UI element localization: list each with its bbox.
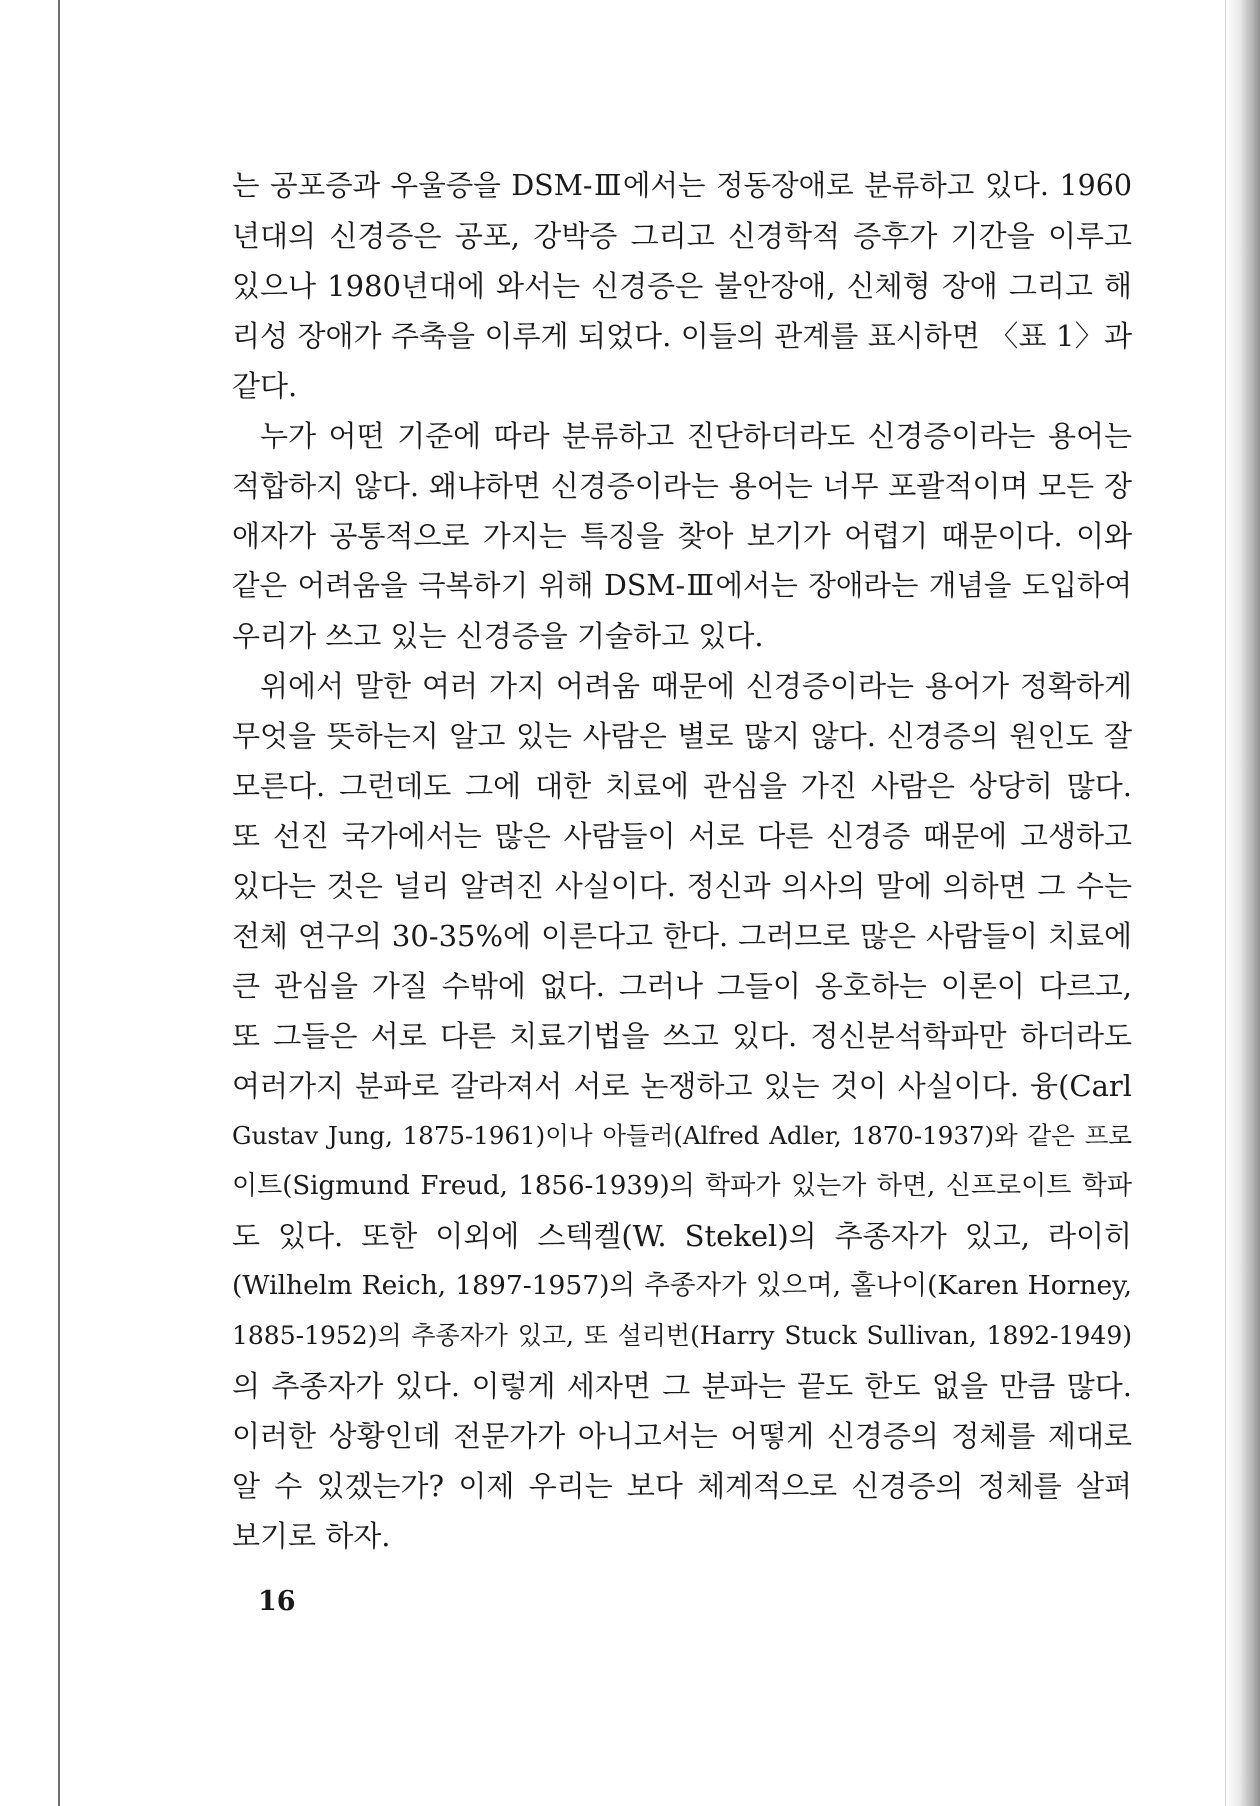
text-line: 있으나 1980년대에 와서는 신경증은 불안장애, 신체형 장애 그리고 해 xyxy=(232,269,1132,303)
text-line: 이러한 상황인데 전문가가 아니고서는 어떻게 신경증의 정체를 제대로 xyxy=(232,1419,1132,1453)
text-line: 큰 관심을 가질 수밖에 없다. 그러나 그들이 옹호하는 이론이 다르고, xyxy=(232,969,1132,1003)
text-line: 는 공포증과 우울증을 DSM-Ⅲ에서는 정동장애로 분류하고 있다. 1960 xyxy=(232,169,1132,202)
text-line-indented: 누가 어떤 기준에 따라 분류하고 진단하더라도 신경증이라는 용어는 xyxy=(260,419,1132,453)
text-line: 같다. xyxy=(232,369,298,403)
text-line: 무엇을 뜻하는지 알고 있는 사람은 별로 많지 않다. 신경증의 원인도 잘 xyxy=(232,719,1132,753)
page-number: 16 xyxy=(258,1586,296,1617)
text-line: 또 선진 국가에서는 많은 사람들이 서로 다른 신경증 때문에 고생하고 xyxy=(232,819,1132,853)
text-line: 모른다. 그런데도 그에 대한 치료에 관심을 가진 사람은 상당히 많다. xyxy=(232,769,1132,803)
text-line: 알 수 있겠는가? 이제 우리는 보다 체계적으로 신경증의 정체를 살펴 xyxy=(232,1469,1132,1503)
text-line: 년대의 신경증은 공포, 강박증 그리고 신경학적 증후가 기간을 이루고 xyxy=(232,219,1132,253)
text-line: 의 추종자가 있다. 이렇게 세자면 그 분파는 끝도 한도 없을 만큼 많다. xyxy=(232,1369,1132,1403)
text-line: 애자가 공통적으로 가지는 특징을 찾아 보기가 어렵기 때문이다. 이와 xyxy=(232,519,1132,553)
text-line: 또 그들은 서로 다른 치료기법을 쓰고 있다. 정신분석학파만 하더라도 xyxy=(232,1019,1132,1053)
text-line: Gustav Jung, 1875-1961)이나 아들러(Alfred Adler, 1870-1937)와 같은 프로 xyxy=(232,1121,1132,1150)
text-line: (Wilhelm Reich, 1897-1957)의 추종자가 있으며, 홀나이(Karen Horney, xyxy=(232,1270,1132,1301)
text-line: 여러가지 분파로 갈라져서 서로 논쟁하고 있는 것이 사실이다. 융(Carl xyxy=(232,1069,1132,1103)
text-line: 도 있다. 또한 이외에 스텍켈(W. Stekel)의 추종자가 있고, 라이히 xyxy=(232,1219,1132,1253)
page-left-edge xyxy=(58,0,60,1806)
text-line: 보기로 하자. xyxy=(232,1519,391,1553)
text-line: 리성 장애가 주축을 이루게 되었다. 이들의 관계를 표시하면 〈표 1〉과 xyxy=(232,319,1132,353)
text-line: 적합하지 않다. 왜냐하면 신경증이라는 용어는 너무 포괄적이며 모든 장 xyxy=(232,469,1132,503)
text-line: 이트(Sigmund Freud, 1856-1939)의 학파가 있는가 하면, 신프로이트 학파 xyxy=(232,1171,1132,1201)
text-line-indented: 위에서 말한 여러 가지 어려움 때문에 신경증이라는 용어가 정확하게 xyxy=(260,669,1132,703)
body-text xyxy=(232,161,1132,1561)
page-curl-shadow xyxy=(1226,0,1260,1806)
text-line: 1885-1952)의 추종자가 있고, 또 설리번(Harry Stuck Sullivan, 1892-1949) xyxy=(232,1321,1132,1350)
text-line: 같은 어려움을 극복하기 위해 DSM-Ⅲ에서는 장애라는 개념을 도입하여 xyxy=(232,569,1132,602)
text-line: 우리가 쓰고 있는 신경증을 기술하고 있다. xyxy=(232,619,764,653)
text-line: 전체 연구의 30-35%에 이른다고 한다. 그러므로 많은 사람들이 치료에 xyxy=(232,919,1132,953)
text-line: 있다는 것은 널리 알려진 사실이다. 정신과 의사의 말에 의하면 그 수는 xyxy=(232,869,1132,903)
